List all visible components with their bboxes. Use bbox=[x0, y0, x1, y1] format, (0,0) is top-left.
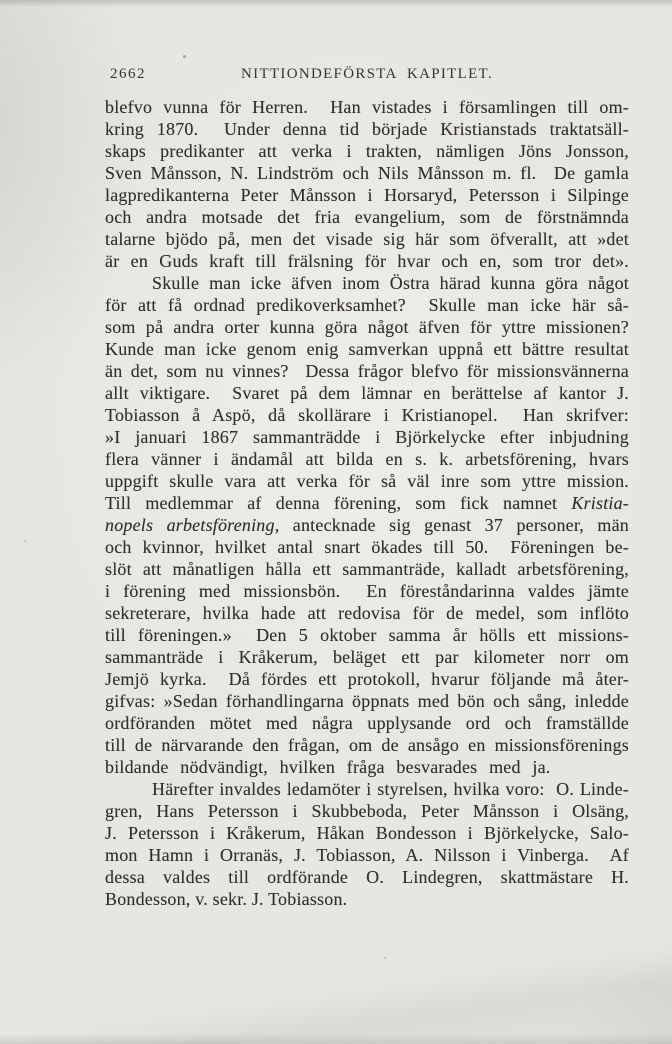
text-line bbox=[105, 734, 629, 756]
text-line bbox=[105, 888, 629, 910]
text-segment: blefvo vunna för Herren. Han vistades i församlingen till om- bbox=[105, 97, 629, 117]
text-segment: för att få ordnad predikoverksamhet? Skulle man icke här så- bbox=[105, 295, 629, 315]
text-line bbox=[105, 426, 629, 448]
text-segment: och kvinnor, hvilket antal snart ökades till 50. Föreningen be- bbox=[105, 537, 629, 557]
text-line bbox=[105, 404, 629, 426]
text-segment: kring 1870. Under denna tid började Kristianstads traktatsäll- bbox=[105, 119, 629, 139]
text-line bbox=[105, 866, 629, 888]
text-segment: till de närvarande den frågan, om de ansågo en missionsförenings bbox=[105, 735, 629, 755]
text-line bbox=[105, 536, 629, 558]
text-line bbox=[105, 96, 629, 118]
text-segment: gren, Hans Petersson i Skubbeboda, Peter Månsson i Olsäng, bbox=[105, 801, 629, 821]
chapter-title: NITTIONDEFÖRSTA KAPITLET. bbox=[241, 66, 493, 82]
text-line bbox=[105, 690, 629, 712]
text-segment: talarne bjödo på, men det visade sig här som öfverallt, att »det bbox=[105, 229, 629, 249]
text-segment: Bondesson, v. sekr. J. Tobiasson. bbox=[105, 889, 348, 909]
text-segment: uppgift skulle vara att verka för så väl inre som yttre mission. bbox=[105, 471, 629, 491]
text-line bbox=[105, 624, 629, 646]
page-number: 2662 bbox=[110, 66, 146, 82]
text-segment: som på andra orter kunna göra något äfven för yttre missionen? bbox=[105, 317, 629, 337]
italic-text: nopels arbetsförening, bbox=[105, 515, 280, 535]
text-line bbox=[105, 712, 629, 734]
text-line bbox=[105, 492, 629, 514]
text-segment: än det, som nu vinnes? Dessa frågor blefvo för missionsvännerna bbox=[105, 361, 629, 381]
text-line bbox=[105, 558, 629, 580]
italic-text: Kristia- bbox=[571, 493, 629, 513]
text-line bbox=[105, 338, 629, 360]
text-line bbox=[105, 844, 629, 866]
paper-speck bbox=[424, 118, 426, 120]
text-line bbox=[105, 294, 629, 316]
text-line bbox=[105, 360, 629, 382]
text-line bbox=[105, 316, 629, 338]
text-segment: Sven Månsson, N. Lindström och Nils Månsson m. fl. De gamla bbox=[105, 163, 629, 183]
text-line bbox=[105, 184, 629, 206]
text-segment: skaps predikanter att verka i trakten, nämligen Jöns Jonsson, bbox=[105, 141, 629, 161]
paper-speck bbox=[24, 540, 26, 542]
text-line bbox=[105, 470, 629, 492]
text-line bbox=[105, 822, 629, 844]
text-segment: och andra motsade det fria evangelium, som de förstnämnda bbox=[105, 207, 629, 227]
paper-speck bbox=[522, 861, 524, 863]
text-line bbox=[105, 448, 629, 470]
paper-speck bbox=[183, 55, 186, 58]
text-segment: till föreningen.» Den 5 oktober samma år hölls ett missions- bbox=[105, 625, 629, 645]
text-segment: J. Petersson i Kråkerum, Håkan Bondesson i Björkelycke, Salo- bbox=[105, 823, 629, 843]
text-segment: Kunde man icke genom enig samverkan uppnå ett bättre resultat bbox=[105, 339, 629, 359]
text-segment: Jemjö kyrka. Då fördes ett protokoll, hvarur följande må åter- bbox=[105, 669, 629, 689]
text-line bbox=[105, 228, 629, 250]
text-line bbox=[105, 514, 629, 536]
text-line bbox=[105, 140, 629, 162]
text-segment: dessa valdes till ordförande O. Lindegren, skattmästare H. bbox=[105, 867, 629, 887]
text-segment: bildande nödvändigt, hvilken fråga besvarades med ja. bbox=[105, 757, 551, 777]
text-line bbox=[105, 646, 629, 668]
text-segment: slöt att månatligen hålla ett sammanträde, kalladt arbetsförening, bbox=[105, 559, 629, 579]
text-line bbox=[105, 250, 629, 272]
text-segment: Härefter invaldes ledamöter i styrelsen, hvilka voro: O. Linde- bbox=[152, 779, 629, 799]
text-segment: sammanträde i Kråkerum, beläget ett par kilometer norr om bbox=[105, 647, 629, 667]
text-line bbox=[105, 800, 629, 822]
text-line bbox=[105, 668, 629, 690]
text-line bbox=[105, 756, 629, 778]
text-line bbox=[105, 778, 629, 800]
text-segment: sekreterare, hvilka hade att redovisa för de medel, som inflöto bbox=[105, 603, 629, 623]
text-line bbox=[105, 162, 629, 184]
text-segment: är en Guds kraft till frälsning för hvar och en, som tror det». bbox=[105, 251, 629, 271]
text-line bbox=[105, 206, 629, 228]
text-segment: ordföranden mötet med några upplysande ord och framställde bbox=[105, 713, 629, 733]
text-segment: gifvas: »Sedan förhandlingarna öppnats med bön och sång, inledde bbox=[105, 691, 629, 711]
text-segment: antecknade sig genast 37 personer, män bbox=[279, 515, 629, 535]
text-segment: lagpredikanterna Peter Månsson i Horsaryd, Petersson i Silpinge bbox=[105, 185, 629, 205]
body-text bbox=[105, 96, 629, 910]
text-line bbox=[105, 272, 629, 294]
text-segment: »I januari 1867 sammanträdde i Björkelycke efter inbjudning bbox=[105, 427, 629, 447]
text-line bbox=[105, 382, 629, 404]
text-line bbox=[105, 118, 629, 140]
text-line bbox=[105, 580, 629, 602]
text-segment: mon Hamn i Orranäs, J. Tobiasson, A. Nilsson i Vinberga. Af bbox=[105, 845, 629, 865]
text-segment: i förening med missionsbön. En föreståndarinna valdes jämte bbox=[105, 581, 629, 601]
text-segment: Skulle man icke äfven inom Östra härad kunna göra något bbox=[152, 273, 629, 293]
text-segment: Tobiasson å Aspö, då skollärare i Kristianopel. Han skrifver: bbox=[105, 405, 629, 425]
running-head bbox=[105, 66, 629, 86]
text-segment: Till medlemmar af denna förening, som fick namnet bbox=[105, 493, 572, 513]
text-segment: allt viktigare. Svaret på dem lämnar en berättelse af kantor J. bbox=[105, 383, 629, 403]
paper-speck bbox=[384, 957, 386, 959]
text-segment: flera vänner i ändamål att bilda en s. k. arbetsförening, hvars bbox=[105, 449, 629, 469]
text-line bbox=[105, 602, 629, 624]
